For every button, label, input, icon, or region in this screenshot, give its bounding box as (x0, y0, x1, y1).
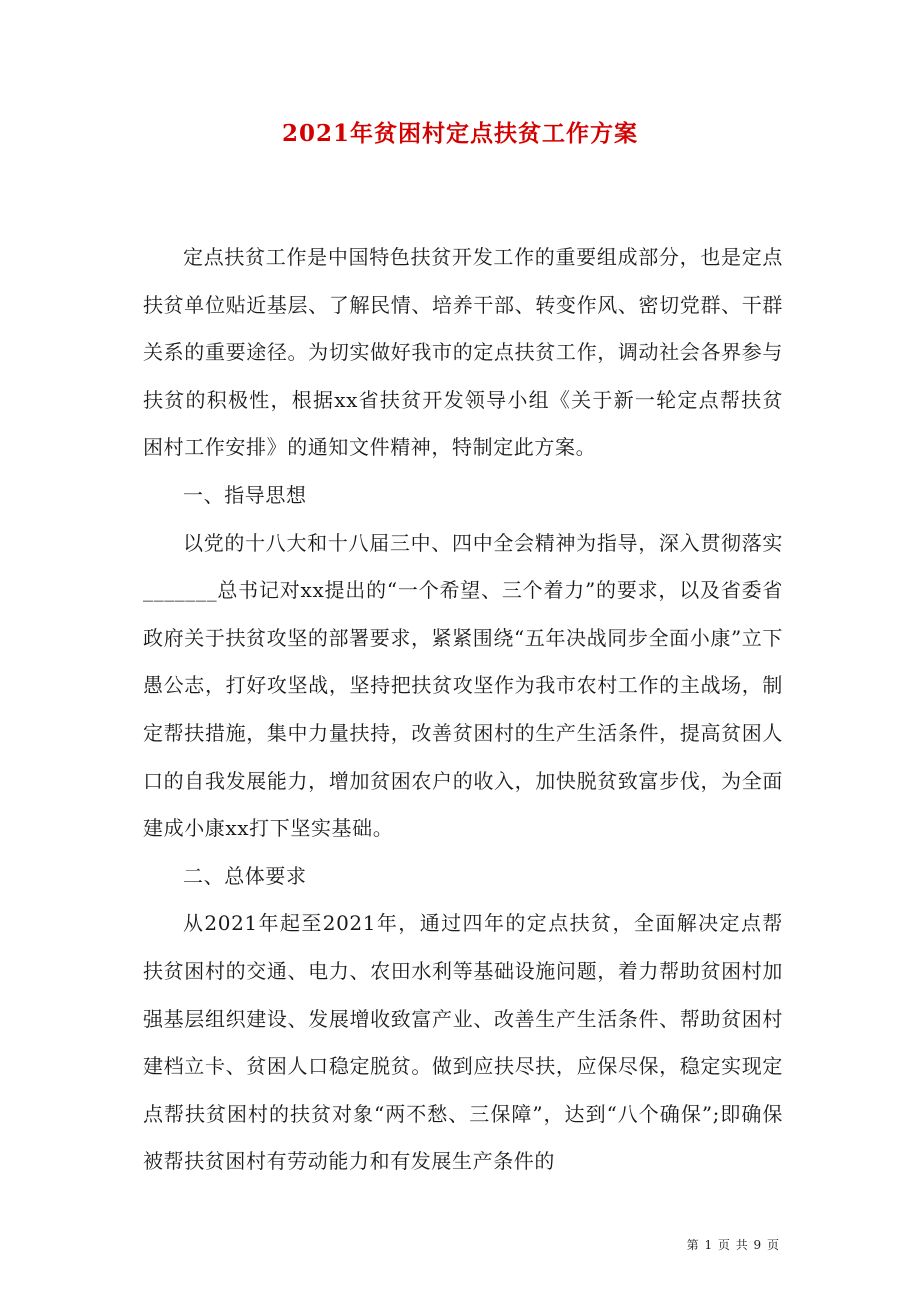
paragraph-guiding-ideology: 以党的十八大和十八届三中、四中全会精神为指导，深入贯彻落实_______总书记对xx提出的“一个希望、三个着力”的要求，以及省委省政府关于扶贫攻坚的部署要求，紧紧围绕“五年决战同步全面小康”立下愚公志，打好攻坚战，坚持把扶贫攻坚作为我市农村工作的主战场，制定帮扶措施，集中力量扶持，改善贫困村的生产生活条件，提高贫困人口的自我发展能力，增加贫困农户的收入，加快脱贫致富步伐，为全面建成小康xx打下坚实基础。 (143, 530, 783, 841)
paragraph-intro: 定点扶贫工作是中国特色扶贫开发工作的重要组成部分，也是定点扶贫单位贴近基层、了解民情、培养干部、转变作风、密切党群、干群关系的重要途径。为切实做好我市的定点扶贫工作，调动社会各界参与扶贫的积极性，根据xx省扶贫开发领导小组《关于新一轮定点帮扶贫困村工作安排》的通知文件精神，特制定此方案。 (143, 245, 783, 460)
paragraph-overall-requirements: 从2021年起至2021年，通过四年的定点扶贫，全面解决定点帮扶贫困村的交通、电力、农田水利等基础设施问题，着力帮助贫困村加强基层组织建设、发展增收致富产业、改善生产生活条件、帮助贫困村建档立卡、贫困人口稳定脱贫。做到应扶尽扶，应保尽保，稳定实现定点帮扶贫困村的扶贫对象“两不愁、三保障”，达到“八个确保”;即确保被帮扶贫困村有劳动能力和有发展生产条件的 (143, 911, 783, 1174)
page-number: 第 1 页 共 9 页 (686, 1238, 780, 1252)
section-heading-overall-requirements: 二、总体要求 (183, 863, 307, 888)
document-title: 2021年贫困村定点扶贫工作方案 (281, 120, 638, 147)
document-body (143, 234, 783, 1186)
section-heading-guiding-ideology: 一、指导思想 (183, 482, 307, 507)
